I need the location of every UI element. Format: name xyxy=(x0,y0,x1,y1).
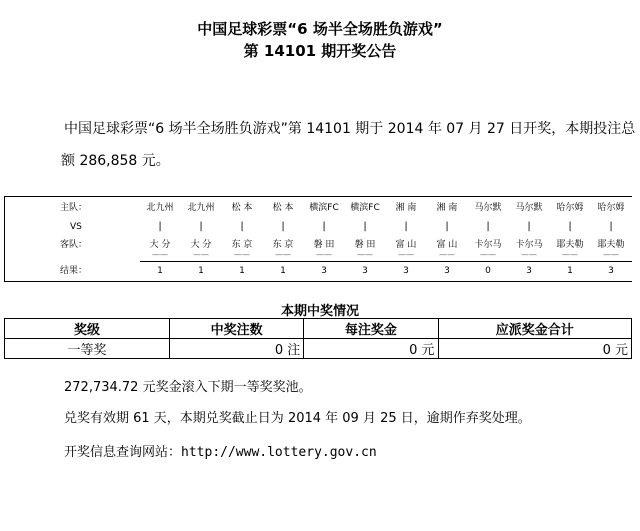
intro-line-1: 中国足球彩票“6 场半全场胜负游戏”第 14101 期于 2014 年 07 月 27 日开奖，本期投注总 xyxy=(64,121,636,137)
header-per: 每注奖金 xyxy=(304,319,438,339)
vs-mark: | xyxy=(199,221,203,232)
dash-mark: —— xyxy=(275,250,291,259)
cell-level: 一等奖 xyxy=(5,339,170,359)
cell-count: 0 注 xyxy=(170,339,304,359)
match-result: 1 xyxy=(567,266,573,276)
header-count: 中奖注数 xyxy=(170,319,304,339)
dash-mark: —— xyxy=(562,250,578,259)
rollover-note: 272,734.72 元奖金滚入下期一等奖奖池。 xyxy=(64,380,312,395)
home-team: 哈尔姆 xyxy=(556,203,584,213)
home-team: 北九州 xyxy=(146,203,174,213)
match-table xyxy=(4,196,632,282)
match-column xyxy=(386,197,426,281)
row-label-vs: VS xyxy=(70,222,82,232)
vs-mark: | xyxy=(568,221,572,232)
match-column xyxy=(263,197,303,281)
prize-caption: 本期中奖情况 xyxy=(280,304,359,319)
prize-table xyxy=(4,318,632,359)
dash-mark: —— xyxy=(439,250,455,259)
vs-mark: | xyxy=(527,221,531,232)
match-column xyxy=(591,197,631,281)
home-team: 马尔默 xyxy=(515,203,543,213)
announcement-issue-title: 第 14101 期开奖公告 xyxy=(243,42,397,60)
home-team: 湘 南 xyxy=(395,203,417,213)
match-column xyxy=(509,197,549,281)
vs-mark: | xyxy=(445,221,449,232)
match-column xyxy=(345,197,385,281)
vs-mark: | xyxy=(404,221,408,232)
match-column xyxy=(304,197,344,281)
dash-mark: —— xyxy=(193,250,209,259)
vs-mark: | xyxy=(322,221,326,232)
away-team: 耶夫勒 xyxy=(556,240,584,250)
vs-mark: | xyxy=(158,221,162,232)
vs-mark: | xyxy=(486,221,490,232)
dash-mark: —— xyxy=(603,250,619,259)
match-result: 0 xyxy=(485,266,491,276)
home-team: 哈尔姆 xyxy=(597,203,625,213)
match-result: 3 xyxy=(362,266,368,276)
away-team: 磐 田 xyxy=(354,240,376,250)
dash-mark: —— xyxy=(152,250,168,259)
away-team: 富 山 xyxy=(436,240,458,250)
away-team: 磐 田 xyxy=(313,240,335,250)
intro-paragraph-cont xyxy=(61,144,633,179)
table-row xyxy=(5,339,632,359)
match-column xyxy=(550,197,590,281)
match-result: 1 xyxy=(198,266,204,276)
dash-mark: —— xyxy=(398,250,414,259)
table-left-border xyxy=(4,197,5,281)
match-result: 3 xyxy=(608,266,614,276)
announcement-title: 中国足球彩票“6 场半全场胜负游戏” xyxy=(197,20,443,38)
query-note xyxy=(64,441,634,460)
vs-mark: | xyxy=(240,221,244,232)
match-result: 3 xyxy=(321,266,327,276)
intro-line-2: 额 286,858 元。 xyxy=(61,153,170,169)
dash-mark: —— xyxy=(480,250,496,259)
header-total: 应派奖金合计 xyxy=(438,319,631,339)
match-result: 3 xyxy=(403,266,409,276)
home-team: 湘 南 xyxy=(436,203,458,213)
row-label-home: 主队： xyxy=(60,203,88,213)
away-team: 东 京 xyxy=(231,240,253,250)
match-column xyxy=(140,197,180,281)
home-team: 松 本 xyxy=(231,203,253,213)
match-result: 1 xyxy=(239,266,245,276)
match-result: 3 xyxy=(444,266,450,276)
away-team: 东 京 xyxy=(272,240,294,250)
home-team: 北九州 xyxy=(187,203,215,213)
match-column xyxy=(427,197,467,281)
match-result: 1 xyxy=(280,266,286,276)
query-label: 开奖信息查询网站： xyxy=(64,445,182,460)
prize-header-row xyxy=(5,319,632,339)
home-team: 横滨FC xyxy=(309,203,339,213)
vs-mark: | xyxy=(363,221,367,232)
lottery-link[interactable]: http://www.lottery.gov.cn xyxy=(181,445,377,460)
row-label-away: 客队： xyxy=(60,240,88,250)
dash-mark: —— xyxy=(316,250,332,259)
match-column xyxy=(468,197,508,281)
header-level: 奖级 xyxy=(5,319,170,339)
dash-mark: —— xyxy=(357,250,373,259)
away-team: 大 分 xyxy=(149,240,171,250)
match-column xyxy=(181,197,221,281)
home-team: 松 本 xyxy=(272,203,294,213)
away-team: 大 分 xyxy=(190,240,212,250)
validity-note: 兑奖有效期 61 天，本期兑奖截止日为 2014 年 09 月 25 日，逾期作弃奖处理。 xyxy=(64,411,531,426)
home-team: 横滨FC xyxy=(350,203,380,213)
match-result: 1 xyxy=(157,266,163,276)
dash-mark: —— xyxy=(521,250,537,259)
cell-per: 0 元 xyxy=(304,339,438,359)
vs-mark: | xyxy=(281,221,285,232)
row-label-result: 结果： xyxy=(60,266,88,276)
away-team: 耶夫勒 xyxy=(597,240,625,250)
dash-mark: —— xyxy=(234,250,250,259)
away-team: 卡尔马 xyxy=(515,240,543,250)
away-team: 卡尔马 xyxy=(474,240,502,250)
match-result: 3 xyxy=(526,266,532,276)
away-team: 富 山 xyxy=(395,240,417,250)
match-column xyxy=(222,197,262,281)
home-team: 马尔默 xyxy=(474,203,502,213)
intro-paragraph xyxy=(64,112,636,147)
cell-total: 0 元 xyxy=(438,339,631,359)
vs-mark: | xyxy=(609,221,613,232)
